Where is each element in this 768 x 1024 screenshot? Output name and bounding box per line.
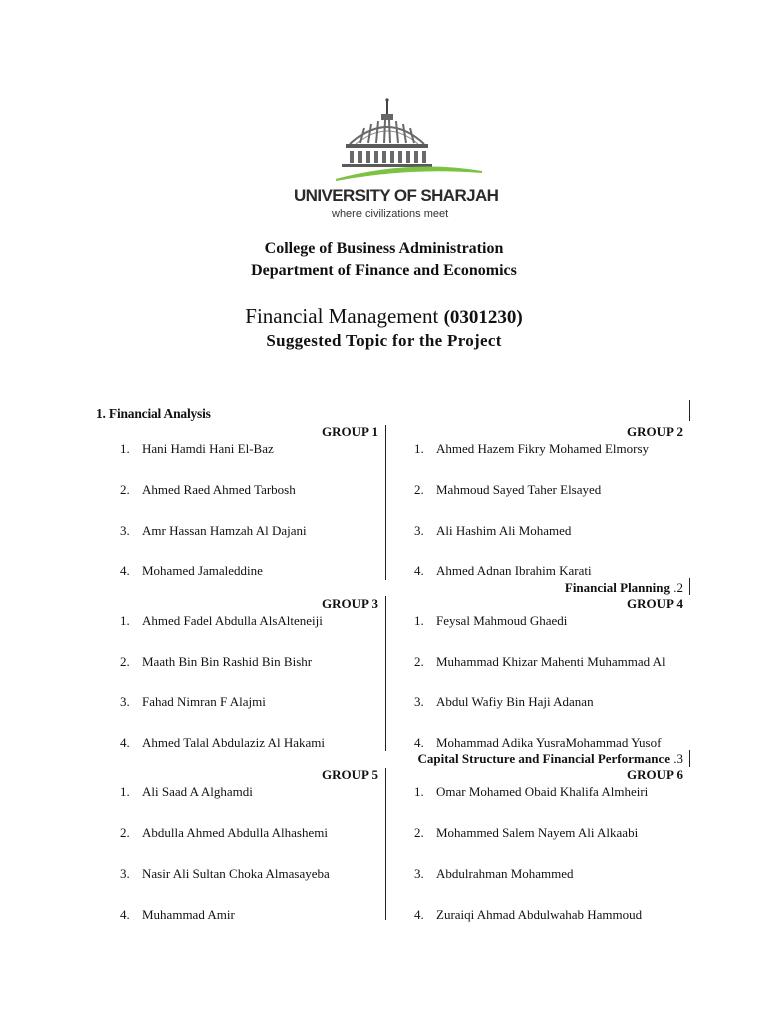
list-item: 4. Mohammad Adika YusraMohammad Yusof: [414, 735, 662, 750]
group-4-label: GROUP 4: [627, 596, 683, 611]
list-item: 3. Abdulrahman Mohammed: [414, 866, 574, 881]
list-item: 1. Ahmed Hazem Fikry Mohamed Elmorsy: [414, 441, 650, 456]
list-item: 3. Amr Hassan Hamzah Al Dajani: [120, 523, 307, 538]
group-5-label: GROUP 5: [322, 767, 378, 782]
group-1-label: GROUP 1: [322, 424, 378, 439]
list-item: 2. Ahmed Raed Ahmed Tarbosh: [120, 482, 296, 497]
column-divider: [385, 425, 386, 580]
list-item: 3. Nasir Ali Sultan Choka Almasayeba: [120, 866, 330, 881]
section-financial-planning: Financial Planning .2: [564, 580, 683, 595]
section-divider: [689, 750, 690, 767]
list-item: 1. Feysal Mahmoud Ghaedi: [414, 613, 568, 628]
list-item: 2. Mohammed Salem Nayem Ali Alkaabi: [414, 825, 639, 840]
list-item: 4. Zuraiqi Ahmad Abdulwahab Hammoud: [414, 907, 643, 922]
list-item: 4. Ahmed Adnan Ibrahim Karati: [414, 563, 592, 578]
list-item: 1. Ahmed Fadel Abdulla AlsAlteneiji: [120, 613, 323, 628]
column-divider: [385, 768, 386, 920]
course-title: [0, 304, 768, 329]
section-divider: [689, 578, 690, 595]
list-item: 2. Abdulla Ahmed Abdulla Alhashemi: [120, 825, 328, 840]
dome-icon: [290, 96, 486, 186]
college-heading: College of Business Administration: [264, 240, 504, 257]
university-tagline: where civilizations meet: [332, 208, 449, 220]
section-capital-structure: Capital Structure and Financial Performance .3: [417, 751, 683, 766]
list-item: 1. Hani Hamdi Hani El-Baz: [120, 441, 274, 456]
group-2-label: GROUP 2: [627, 424, 683, 439]
course-code: (0301230): [443, 307, 523, 328]
document-subtitle: Suggested Topic for the Project: [266, 331, 502, 350]
department-heading: Department of Finance and Economics: [251, 262, 517, 279]
list-item: 2. Maath Bin Bin Rashid Bin Bishr: [120, 654, 313, 669]
list-item: 2. Muhammad Khizar Mahenti Muhammad Al: [414, 654, 666, 669]
list-item: 1. Omar Mohamed Obaid Khalifa Almheiri: [414, 784, 649, 799]
university-logo: [290, 96, 499, 224]
group-3-label: GROUP 3: [322, 596, 378, 611]
university-name: UNIVERSITY OF SHARJAH: [294, 186, 499, 205]
list-item: 4. Muhammad Amir: [120, 907, 235, 922]
list-item: 3. Abdul Wafiy Bin Haji Adanan: [414, 694, 594, 709]
list-item: 4. Mohamed Jamaleddine: [120, 563, 263, 578]
list-item: 2. Mahmoud Sayed Taher Elsayed: [414, 482, 602, 497]
section-divider: [689, 400, 690, 421]
list-item: 3. Ali Hashim Ali Mohamed: [414, 523, 572, 538]
list-item: 3. Fahad Nimran F Alajmi: [120, 694, 266, 709]
section-financial-analysis: 1. Financial Analysis: [96, 406, 211, 421]
course-name: Financial Management: [245, 304, 439, 328]
column-divider: [385, 596, 386, 751]
group-6-label: GROUP 6: [627, 767, 683, 782]
list-item: 1. Ali Saad A Alghamdi: [120, 784, 253, 799]
list-item: 4. Ahmed Talal Abdulaziz Al Hakami: [120, 735, 325, 750]
